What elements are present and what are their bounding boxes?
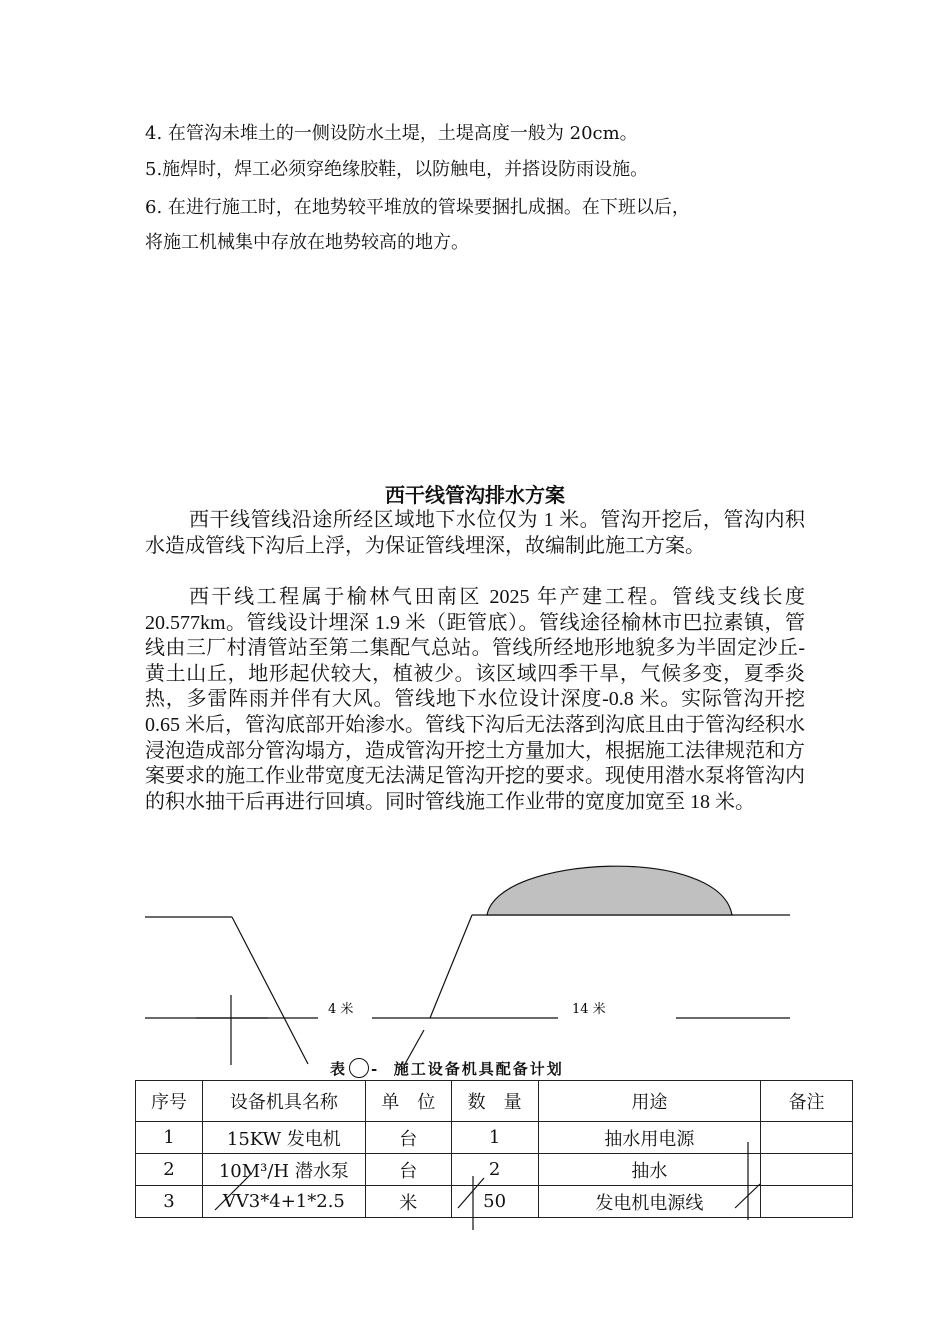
cell-remarks (761, 1122, 853, 1154)
trench-wall-right (430, 915, 472, 1018)
cell-remarks (761, 1154, 853, 1186)
project-paragraph: 西干线工程属于榆林气田南区 2025 年产建工程。管线支线长度 20.577km。管线设计埋深 1.9 米（距管底）。管线途径榆林市巴拉素镇，管线由三厂村清管站至第二集配气总站。管线所经地形地貌多为半固定沙丘-黄土山丘，地形起伏较大，植被少。该区域四季干旱，气候多变，夏季炎热，多雷阵雨并伴有大风。管线地下水位设计深度-0.8 米。实际管沟开挖 0.65 米后，管沟底部开始渗水。管线下沟后无法落到沟底且由于管沟经积水浸泡造成部分管沟塌方，造成管沟开挖土方量加大，根据施工法律规范和方案要求的施工作业带宽度无法满足管沟开挖的要求。现使用潜水泵将管沟内的积水抽干后再进行回填。同时管线施工作业带的宽度加宽至 18 米。 (145, 586, 805, 813)
header-unit: 单 位 (365, 1081, 451, 1122)
header-equipment: 设备机具名称 (202, 1081, 365, 1122)
section-title: 西干线管沟排水方案 (385, 483, 565, 507)
table-title-prefix: 表 (330, 1060, 348, 1078)
cell-purpose: 发电机电源线 (538, 1186, 761, 1218)
table-row (136, 1154, 853, 1186)
precaution-item-4: 4. 在管沟未堆土的一侧设防水土堤，土堤高度一般为 20cm。 (145, 123, 638, 144)
cell-purpose: 抽水用电源 (538, 1122, 761, 1154)
header-quantity: 数 量 (451, 1081, 538, 1122)
precaution-item-5: 5.施焊时，焊工必须穿绝缘胶鞋，以防触电，并搭设防雨设施。 (145, 159, 649, 180)
table-title-text: 施工设备机具配备计划 (393, 1060, 564, 1078)
cell-quantity: 1 (451, 1122, 538, 1154)
cell-purpose: 抽水 (538, 1154, 761, 1186)
precaution-item-6: 6. 在进行施工时，在地势较平堆放的管垛要捆扎成捆。在下班以后， (145, 197, 690, 218)
cell-remarks (761, 1186, 853, 1218)
cell-unit: 台 (365, 1122, 451, 1154)
cell-index: 2 (136, 1154, 203, 1186)
table-row (136, 1122, 853, 1154)
trench-wall-left (232, 917, 308, 1064)
width-label-14m: 14 米 (572, 1002, 606, 1017)
cell-quantity: 50 (451, 1186, 538, 1218)
table-title: 表 - 施工设备机具配备计划 (330, 1060, 564, 1078)
cell-equipment: 10M³/H 潜水泵 (202, 1154, 365, 1186)
equipment-table (135, 1080, 853, 1218)
cell-quantity: 2 (451, 1154, 538, 1186)
cell-equipment: VV3*4+1*2.5 (202, 1186, 365, 1218)
header-index: 序号 (136, 1081, 203, 1122)
header-remarks: 备注 (761, 1081, 853, 1122)
width-label-4m: 4 米 (328, 1002, 354, 1017)
table-row (136, 1186, 853, 1218)
cell-equipment: 15KW 发电机 (202, 1122, 365, 1154)
table-number-circle (349, 1058, 369, 1078)
spoil-pile (487, 866, 732, 915)
cell-index: 1 (136, 1122, 203, 1154)
intro-paragraph: 西干线管线沿途所经区域地下水位仅为 1 米。管沟开挖后，管沟内积水造成管线下沟后上浮，为保证管线埋深，故编制此施工方案。 (145, 509, 805, 557)
table-header-row (136, 1081, 853, 1122)
cell-unit: 台 (365, 1154, 451, 1186)
trench-diagram (0, 840, 950, 1090)
header-purpose: 用途 (538, 1081, 761, 1122)
cell-index: 3 (136, 1186, 203, 1218)
cell-unit: 米 (365, 1186, 451, 1218)
precaution-item-6-cont: 将施工机械集中存放在地势较高的地方。 (145, 232, 469, 253)
